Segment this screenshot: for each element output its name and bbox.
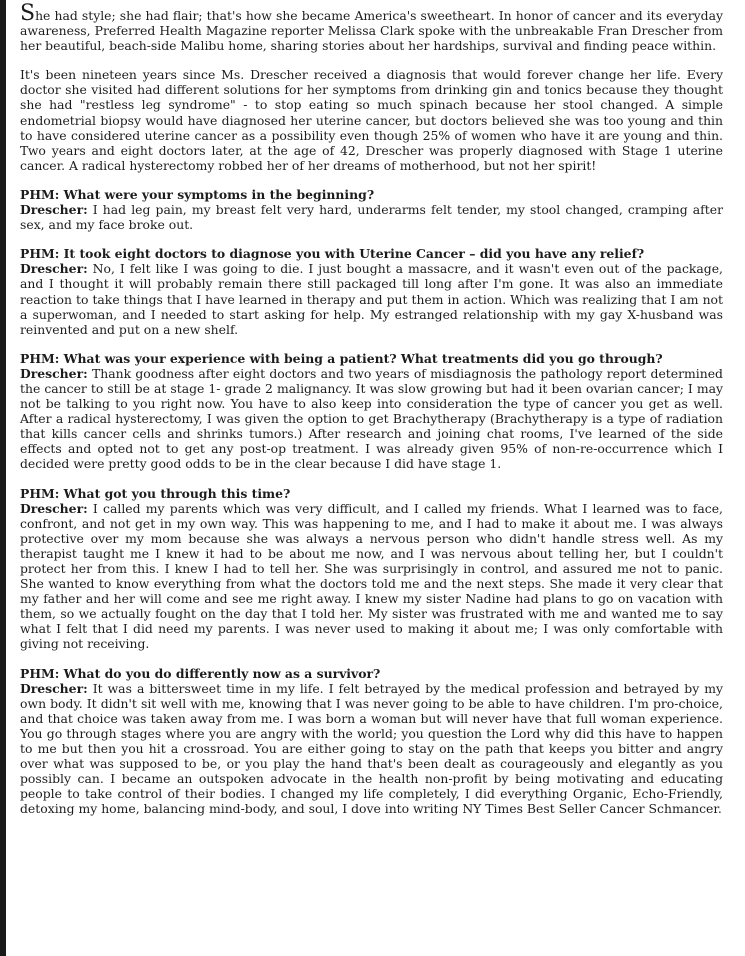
answer-text: Thank goodness after eight doctors and two years of misdiagnosis the pathology report determined the cancer to still be at stage 1- grade 2 malignancy. It was slow growing but had it been ovarian cancer; I may not be talking to you right now. You have to also keep into consideration the type of cancer you get as well. After a radical hysterectomy, I was given the option to get Brachytherapy (Brachytherapy is a type of radiation that kills cancer cells and shrinks tumors.) After research and joining chat rooms, I've learned of the side effects and opted not to get any post-op treatment. I was already given 95% of non-re-occurrence which I decided were pretty good odds to be in the clear because I did have stage 1. <box>20 365 723 472</box>
qa-block-1 <box>20 187 723 232</box>
interview-question: PHM: What was your experience with being a patient? What treatments did you go through? <box>20 350 663 366</box>
qa-block-5 <box>20 666 723 817</box>
interview-answer <box>20 202 723 232</box>
speaker-label: Drescher: <box>20 261 88 277</box>
interview-answer <box>20 681 723 817</box>
intro-paragraph-1 <box>20 1 723 54</box>
interview-question: PHM: What got you through this time? <box>20 485 291 501</box>
qa-block-3 <box>20 351 723 472</box>
speaker-label: Drescher: <box>20 202 88 218</box>
speaker-label: Drescher: <box>20 365 88 381</box>
drop-cap: S <box>20 1 36 26</box>
interview-question: PHM: What were your symptoms in the beginning? <box>20 186 375 202</box>
qa-block-4 <box>20 486 723 652</box>
answer-text: I had leg pain, my breast felt very hard, underarms felt tender, my stool changed, cramping after sex, and my face broke out. <box>20 202 723 233</box>
intro-paragraph-2: It's been nineteen years since Ms. Drescher received a diagnosis that would forever change her life. Every doctor she visited had different solutions for her symptoms from drinking gin and tonics because they thought she had "restless leg syndrome" - to stop eating so much spinach because her stool changed. A simple endometrial biopsy would have diagnosed her uterine cancer, but doctors believed she was too young and thin to have considered uterine cancer as a possibility even though 25% of women who have it are young and thin. Two years and eight doctors later, at the age of 42, Drescher was properly diagnosed with Stage 1 uterine cancer. A radical hysterectomy robbed her of her dreams of motherhood, but not her spirit! <box>20 67 723 173</box>
intro-paragraph-1-text: he had style; she had flair; that's how she became America's sweetheart. In honor of cancer and its everyday awareness, Preferred Health Magazine reporter Melissa Clark spoke with the unbreakable Fran Drescher from her beautiful, beach-side Malibu home, sharing stories about her hardships, survival and finding peace within. <box>20 8 723 54</box>
answer-text: No, I felt like I was going to die. I just bought a massacre, and it wasn't even out of the package, and I thought it will probably remain there still packaged till long after I'm gone. It was also an immediate reaction to take things that I have learned in therapy and put them in action. Which was realizing that I am not a superwoman, and I needed to start asking for help. My estranged relationship with my gay X-husband was reinvented and put on a new shelf. <box>20 261 723 337</box>
speaker-label: Drescher: <box>20 500 88 516</box>
answer-text: It was a bittersweet time in my life. I felt betrayed by the medical profession and betrayed by my own body. It didn't sit well with me, knowing that I was never going to be able to have children. I'm pro-choice, and that choice was taken away from me. I was born a woman but will never have that full woman experience. You go through stages where you are angry with the world; you question the Lord why did this have to happen to me but then you hit a crossroad. You are either going to stay on the path that keeps you bitter and angry over what was supposed to be, or you play the hand that's been dealt as courageously and elegantly as you possibly can. I became an outspoken advocate in the health non-profit by being motivating and educating people to take control of their bodies. I changed my life completely, I did everything Organic, Echo-Friendly, detoxing my home, balancing mind-body, and soul, I dove into writing NY Times Best Seller Cancer Schmancer. <box>20 680 723 817</box>
answer-text: I called my parents which was very difficult, and I called my friends. What I learned was to face, confront, and not get in my own way. This was happening to me, and I had to make it about me. I was always protective over my mom because she was always a nervous person who didn't handle stress well. As my therapist taught me I knew it had to be about me now, and I was nervous about telling her, but I couldn't protect her from this. I knew I had to tell her. She was surprisingly in control, and assured me not to panic. She wanted to know everything from what the doctors told me and the next steps. She made it very clear that my father and her will come and see me right away. I knew my sister Nadine had plans to go on vacation with them, so we actually fought on the day that I told her. My sister was frustrated with me and wanted me to say what I felt that I did need my parents. I was never used to making it about me; I was only comfortable with giving not receiving. <box>20 500 723 652</box>
qa-block-2 <box>20 246 723 337</box>
interview-question: PHM: It took eight doctors to diagnose you with Uterine Cancer – did you have any relief? <box>20 246 645 262</box>
interview-question: PHM: What do you do differently now as a survivor? <box>20 665 381 681</box>
interview-answer <box>20 366 723 472</box>
speaker-label: Drescher: <box>20 680 88 696</box>
interview-answer <box>20 261 723 336</box>
interview-answer <box>20 501 723 652</box>
